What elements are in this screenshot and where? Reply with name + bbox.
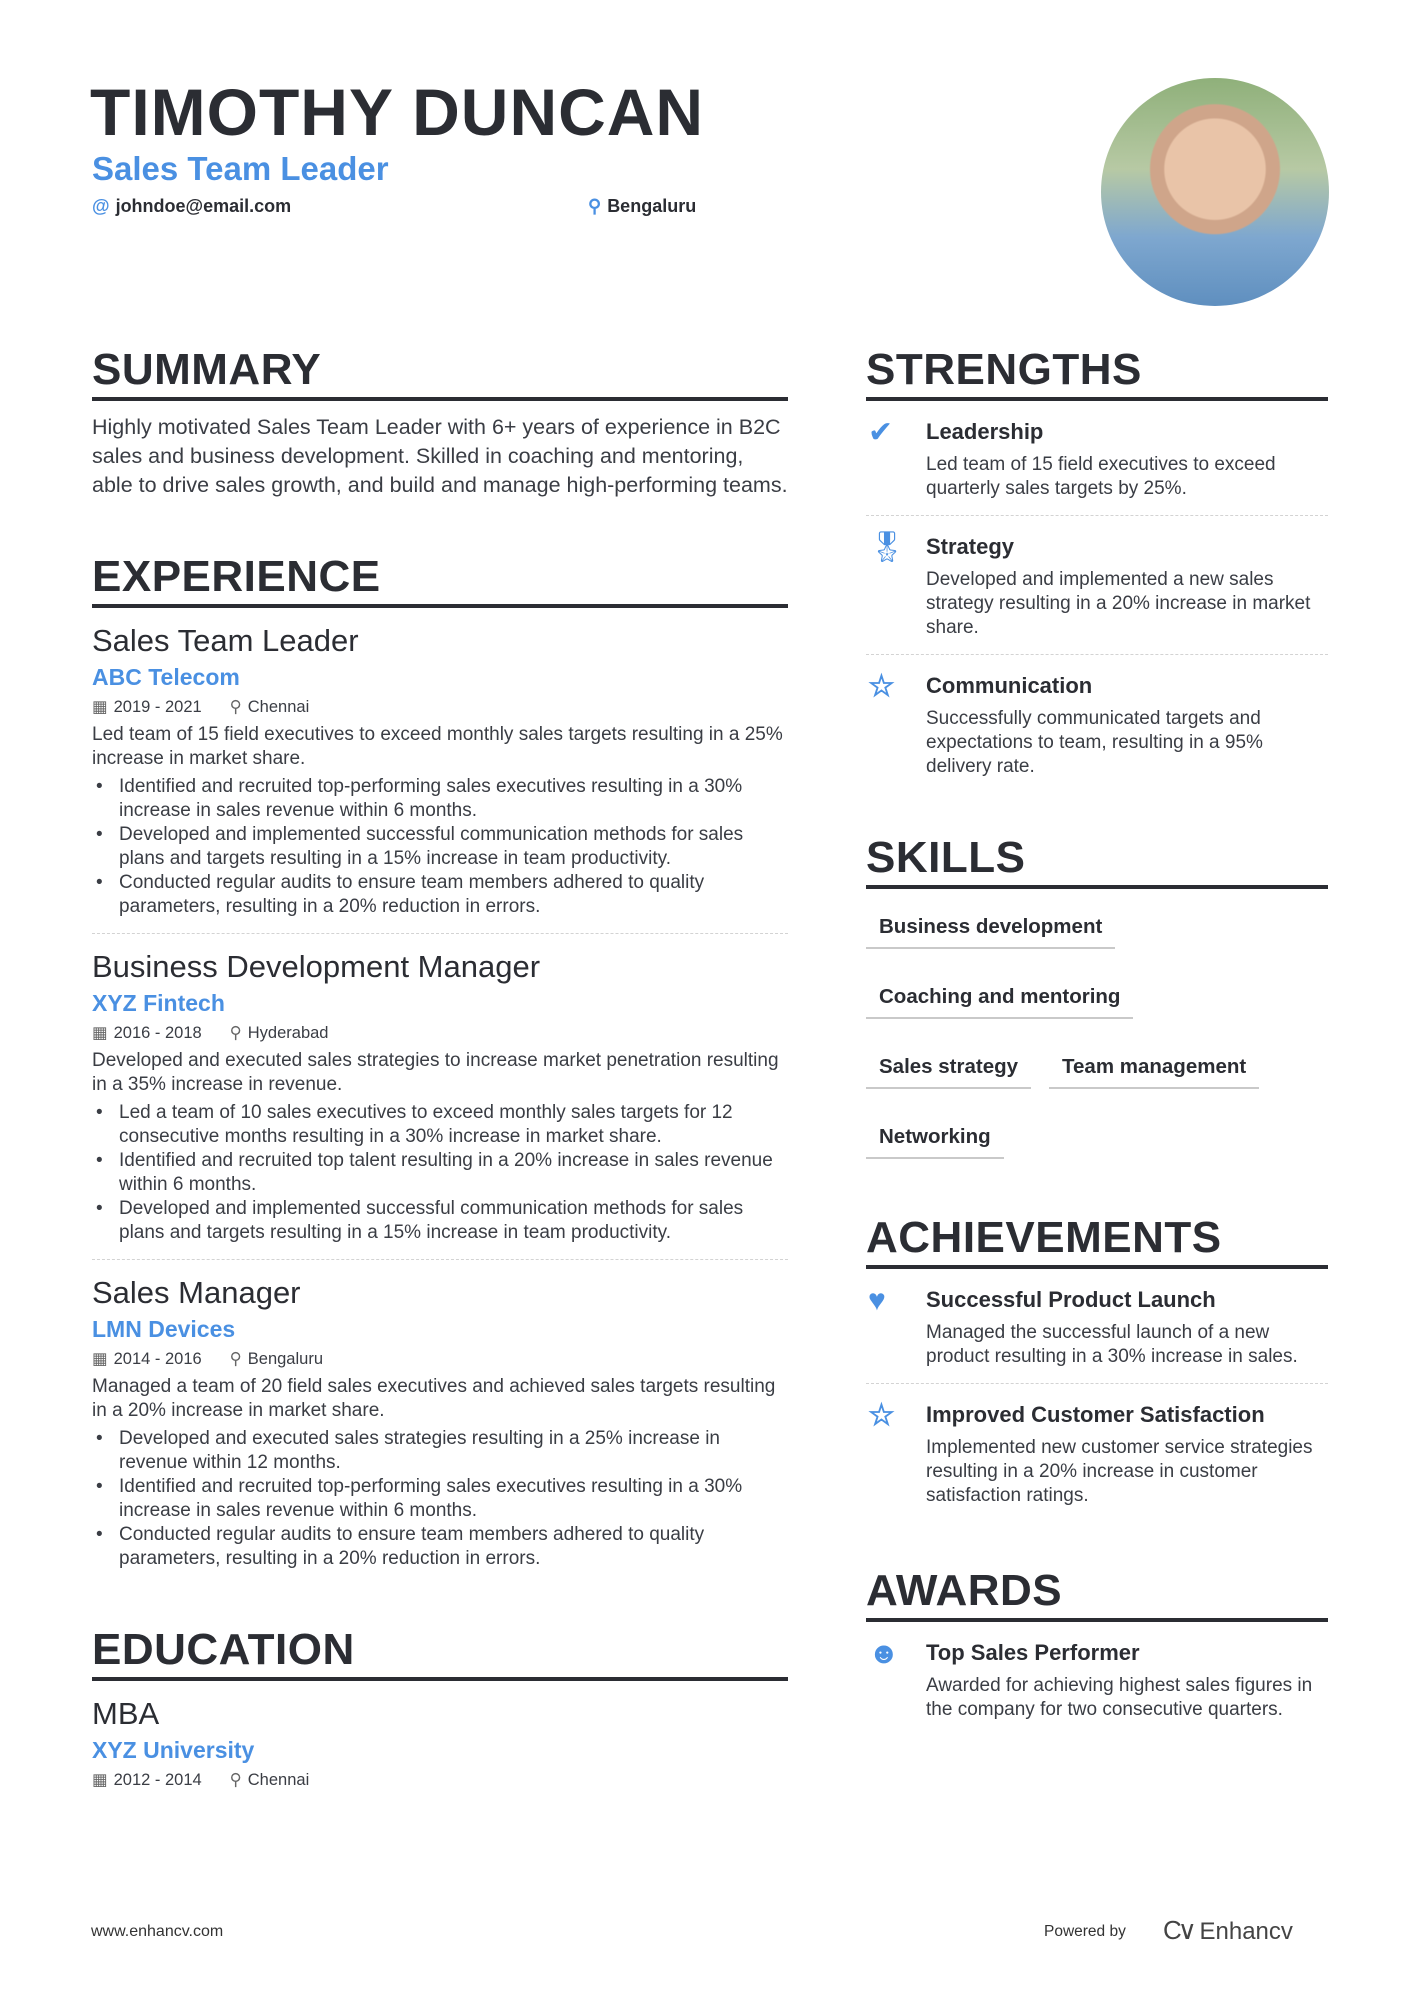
skill-tag: Sales strategy — [866, 1045, 1031, 1089]
item-body — [926, 1400, 1328, 1508]
job-description: Developed and executed sales strategies to increase market penetration resulting in a 35% increase in revenue. — [92, 1050, 779, 1095]
job-description: Managed a team of 20 field sales executives and achieved sales targets resulting in a 20% increase in market share. — [92, 1376, 776, 1421]
job-description: Led team of 15 field executives to exceed monthly sales targets resulting in a 25% increase in market share. — [92, 724, 783, 769]
summary-text: Highly motivated Sales Team Leader with 6+ years of experience in B2C sales and business development. Skilled in coaching and mentoring, able to drive sales growth, and build and manage high-performing teams. — [92, 415, 788, 497]
section-heading: EDUCATION — [92, 1625, 788, 1681]
section-heading: EXPERIENCE — [92, 552, 788, 608]
meta — [92, 697, 788, 717]
item-text: Managed the successful launch of a new product resulting in a 30% increase in sales. — [926, 1322, 1298, 1367]
skill-tag: Networking — [866, 1115, 1004, 1159]
calendar-icon: ▦ — [92, 698, 108, 716]
bullet-item: • Developed and executed sales strategies resulting in a 25% increase in revenue within 12 months. — [92, 1427, 788, 1475]
item-body — [926, 417, 1328, 501]
section-heading: AWARDS — [866, 1566, 1328, 1622]
bullet-item: • Conducted regular audits to ensure team members adhered to quality parameters, resulting in a 20% reduction in errors. — [92, 871, 788, 919]
award-item — [866, 1622, 1328, 1736]
item-title: Strategy — [926, 534, 1015, 559]
section-heading: SKILLS — [866, 833, 1328, 889]
location-pin-icon: ⚲ — [229, 1771, 242, 1789]
profile-photo — [1101, 78, 1329, 306]
company: XYZ Fintech — [92, 990, 225, 1016]
achievement-item — [866, 1269, 1328, 1384]
location-text: Hyderabad — [247, 1024, 329, 1042]
education-entry — [92, 1681, 788, 1804]
strength-list — [866, 401, 1328, 793]
strength-item — [866, 401, 1328, 516]
location-pin-icon: ⚲ — [229, 698, 242, 716]
bullet-list — [92, 1427, 788, 1571]
dates-text: 2016 - 2018 — [113, 1024, 202, 1042]
company: LMN Devices — [92, 1316, 236, 1342]
star-icon: ☆ — [868, 1399, 895, 1432]
job-entry — [92, 934, 788, 1260]
school: XYZ University — [92, 1737, 255, 1763]
item-body — [926, 1638, 1328, 1722]
calendar-icon: ▦ — [92, 1350, 108, 1368]
award-ribbon-icon: 🎖 — [868, 531, 907, 564]
awards-section — [866, 1566, 1328, 1736]
calendar-icon: ▦ — [92, 1771, 108, 1789]
right-column — [866, 345, 1328, 1788]
bullet-item: • Identified and recruited top-performing sales executives resulting in a 30% increase in sales revenue within 6 months. — [92, 1475, 788, 1523]
location-text: Chennai — [247, 698, 310, 716]
section-heading: SUMMARY — [92, 345, 788, 401]
section-heading: STRENGTHS — [866, 345, 1328, 401]
job-entry — [92, 608, 788, 934]
logo-text: Enhancv — [1199, 1918, 1293, 1945]
dates-text: 2019 - 2021 — [113, 698, 202, 716]
location — [230, 1770, 310, 1790]
location — [230, 1349, 323, 1369]
job-title: Business Development Manager — [92, 949, 541, 984]
left-column — [92, 345, 788, 1856]
company: ABC Telecom — [92, 664, 240, 690]
item-title: Successful Product Launch — [926, 1287, 1216, 1312]
strength-item — [866, 655, 1328, 793]
enhancv-logo — [1163, 1915, 1293, 1946]
email-text: johndoe@email.com — [115, 196, 292, 216]
bullet-list — [92, 775, 788, 919]
section-heading: ACHIEVEMENTS — [866, 1213, 1328, 1269]
skills-section — [866, 833, 1328, 1159]
skill-list — [866, 905, 1306, 1159]
dates-text: 2012 - 2014 — [113, 1771, 202, 1789]
star-icon: ☆ — [868, 670, 895, 703]
at-icon: @ — [92, 196, 110, 216]
powered-by: Powered by — [1044, 1923, 1126, 1940]
website-link[interactable]: www.enhancv.com — [91, 1923, 224, 1940]
item-title: Top Sales Performer — [926, 1640, 1140, 1665]
item-text: Successfully communicated targets and expectations to team, resulting in a 95% delivery rate. — [926, 708, 1263, 777]
location-pin-icon: ⚲ — [229, 1024, 242, 1042]
item-text: Implemented new customer service strategies resulting in a 20% increase in customer satisfaction ratings. — [926, 1437, 1313, 1506]
strengths-section — [866, 345, 1328, 793]
dates — [92, 1349, 202, 1369]
dates-text: 2014 - 2016 — [113, 1350, 202, 1368]
location-pin-icon: ⚲ — [229, 1350, 242, 1368]
bullet-item: • Identified and recruited top talent resulting in a 20% increase in sales revenue within 6 months. — [92, 1149, 788, 1197]
dates — [92, 697, 202, 717]
strength-item — [866, 516, 1328, 655]
location-text: Bengaluru — [607, 196, 697, 216]
degree: MBA — [92, 1696, 160, 1731]
check-icon: ✔ — [868, 416, 894, 449]
meta — [92, 1023, 788, 1043]
item-title: Leadership — [926, 419, 1044, 444]
calendar-icon: ▦ — [92, 1024, 108, 1042]
item-title: Improved Customer Satisfaction — [926, 1402, 1265, 1427]
education-section — [92, 1625, 788, 1804]
item-body — [926, 671, 1328, 779]
skill-tag: Business development — [866, 905, 1115, 949]
location — [588, 196, 696, 217]
dates — [92, 1023, 202, 1043]
heart-icon: ♥ — [868, 1284, 886, 1317]
skill-tag: Team management — [1049, 1045, 1259, 1089]
job-title: Sales Manager — [92, 1275, 301, 1310]
candidate-title: Sales Team Leader — [92, 150, 389, 187]
skill-tag: Coaching and mentoring — [866, 975, 1133, 1019]
candidate-name: TIMOTHY DUNCAN — [90, 75, 705, 149]
item-title: Communication — [926, 673, 1093, 698]
item-text: Developed and implemented a new sales strategy resulting in a 20% increase in market share. — [926, 569, 1311, 638]
email — [92, 196, 291, 217]
experience-section — [92, 552, 788, 1585]
logo-icon: C∨ — [1163, 1915, 1193, 1945]
head-icon: ☻ — [868, 1637, 900, 1670]
dates — [92, 1770, 202, 1790]
bullet-item: • Led a team of 10 sales executives to exceed monthly sales targets for 12 consecutive months resulting in a 30% increase in market share. — [92, 1101, 788, 1149]
location-text: Bengaluru — [247, 1350, 323, 1368]
location-text: Chennai — [247, 1771, 310, 1789]
meta — [92, 1349, 788, 1369]
location-pin-icon: ⚲ — [588, 196, 602, 216]
job-entry — [92, 1260, 788, 1585]
job-list — [92, 608, 788, 1585]
achievements-section — [866, 1213, 1328, 1522]
meta — [92, 1770, 788, 1790]
achievement-item — [866, 1384, 1328, 1522]
item-text: Awarded for achieving highest sales figures in the company for two consecutive quarters. — [926, 1675, 1313, 1720]
location — [230, 697, 310, 717]
job-title: Sales Team Leader — [92, 623, 359, 658]
location — [230, 1023, 329, 1043]
summary-section — [92, 345, 788, 500]
bullet-item: • Conducted regular audits to ensure team members adhered to quality parameters, resulting in a 20% reduction in errors. — [92, 1523, 788, 1571]
bullet-item: • Identified and recruited top-performing sales executives resulting in a 30% increase in sales revenue within 6 months. — [92, 775, 788, 823]
bullet-list — [92, 1101, 788, 1245]
bullet-item: • Developed and implemented successful communication methods for sales plans and targets resulting in a 15% increase in team productivity. — [92, 1197, 788, 1245]
item-body — [926, 532, 1328, 640]
item-text: Led team of 15 field executives to exceed quarterly sales targets by 25%. — [926, 454, 1276, 499]
achievement-list — [866, 1269, 1328, 1522]
award-list — [866, 1622, 1328, 1736]
item-body — [926, 1285, 1328, 1369]
bullet-item: • Developed and implemented successful communication methods for sales plans and targets resulting in a 15% increase in team productivity. — [92, 823, 788, 871]
